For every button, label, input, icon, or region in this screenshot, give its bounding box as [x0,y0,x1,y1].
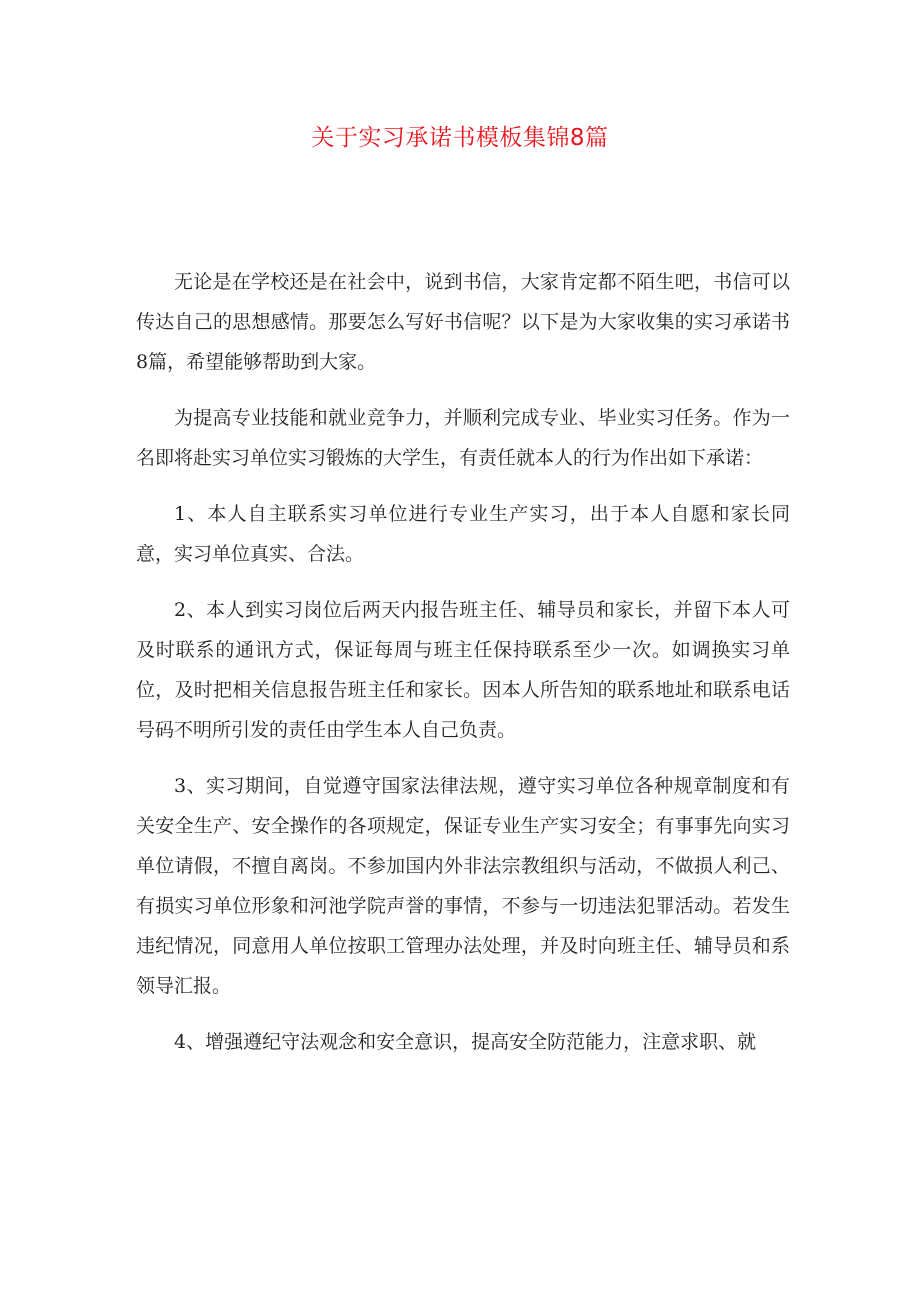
paragraph-item-4: 4、增强遵纪守法观念和安全意识，提高安全防范能力，注意求职、就 [174,1031,757,1053]
paragraph-purpose: 为提高专业技能和就业竞争力，并顺利完成专业、毕业实习任务。作为一名即将赴实习单位实习锻炼的大学生，有责任就本人的行为作出如下承诺： [136,407,790,469]
document-title: 关于实习承诺书模板集锦8篇 [311,125,609,151]
paragraph-item-1: 1、本人自主联系实习单位进行专业生产实习，出于本人自愿和家长同意，实习单位真实、合法。 [136,503,790,565]
document-body [136,262,790,1078]
paragraph-intro: 无论是在学校还是在社会中，说到书信，大家肯定都不陌生吧，书信可以传达自己的思想感情。那要怎么写好书信呢？以下是为大家收集的实习承诺书8篇，希望能够帮助到大家。 [136,271,790,373]
paragraph-item-3: 3、实习期间，自觉遵守国家法律法规，遵守实习单位各种规章制度和有关安全生产、安全操作的各项规定，保证专业生产实习安全；有事事先向实习单位请假，不擅自离岗。不参加国内外非法宗教组织与活动，不做损人利己、有损实习单位形象和河池学院声誉的事情，不参与一切违法犯罪活动。若发生违纪情况，同意用人单位按职工管理办法处理，并及时向班主任、辅导员和系领导汇报。 [136,775,790,997]
paragraph-item-2: 2、本人到实习岗位后两天内报告班主任、辅导员和家长，并留下本人可及时联系的通讯方式，保证每周与班主任保持联系至少一次。如调换实习单位，及时把相关信息报告班主任和家长。因本人所告知的联系地址和联系电话号码不明所引发的责任由学生本人自己负责。 [136,599,790,741]
